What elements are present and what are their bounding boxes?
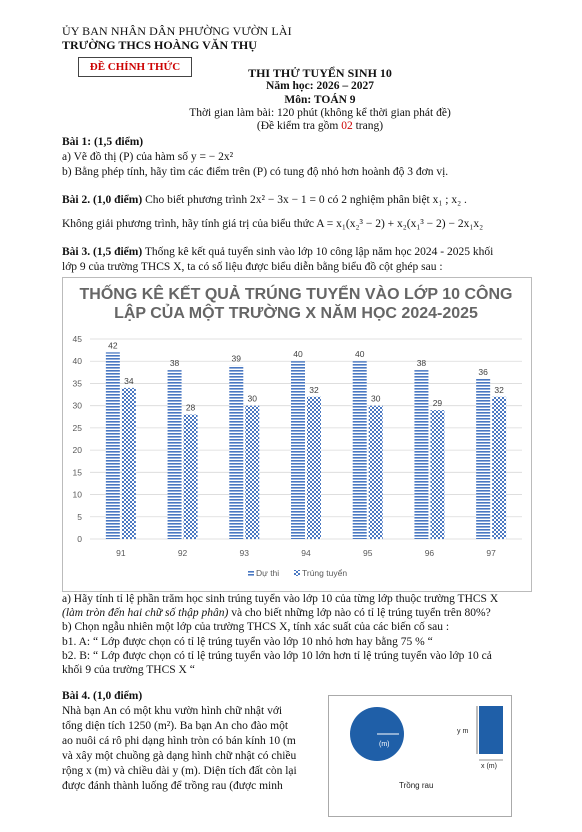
bai1-question-a: a) Vẽ đồ thị (P) của hàm số y = − 2x² <box>62 151 234 163</box>
bai2-line1: Bài 2. (1,0 điểm) Cho biết phương trình 2x² − 3x − 1 = 0 có 2 nghiệm phân biệt x₁ ; x₂ . <box>62 194 467 206</box>
x-tick-label: 94 <box>301 548 311 558</box>
y-tick-label: 20 <box>72 445 82 456</box>
chart-title-line1: THỐNG KÊ KẾT QUẢ TRÚNG TUYỂN VÀO LỚP 10 CÔNG <box>79 286 513 303</box>
x-tick-label: 96 <box>424 548 435 558</box>
legend-swatch <box>294 570 300 576</box>
data-label: 28 <box>185 402 196 413</box>
bar-trung-tuyen <box>122 388 136 539</box>
bar-trung-tuyen <box>307 397 321 539</box>
data-label: 40 <box>293 349 303 360</box>
y-tick-label: 35 <box>72 378 82 389</box>
exam-pages: (Đề kiểm tra gồm 02 trang) <box>256 120 384 132</box>
bar-du-thi <box>476 379 490 539</box>
bar-trung-tuyen <box>369 406 383 539</box>
bai3-line1: Bài 3. (1,5 điểm) Thống kê kết quả tuyển sinh vào lớp 10 công lập năm học 2024 - 2025 khối <box>62 246 494 258</box>
exam-title: THI THỬ TUYỂN SINH 10 <box>248 66 392 80</box>
bai4-line6: được đánh thành luống để trồng rau (được minh <box>62 780 283 792</box>
bai3-question-a: a) Hãy tính tỉ lệ phần trăm học sinh trúng tuyển vào lớp 10 của từng lớp thuộc trường THCS X <box>62 593 499 605</box>
exam-year: Năm học: 2026 – 2027 <box>266 80 374 92</box>
data-label: 32 <box>494 384 504 395</box>
x-tick-label: 95 <box>362 548 373 558</box>
y-tick-label: 15 <box>72 467 82 478</box>
data-label: 40 <box>354 349 365 360</box>
bar-du-thi <box>229 366 243 539</box>
bai3-question-b2: b2. B: “ Lớp được chọn có tỉ lệ trúng tuyển vào lớp 10 lớn hơn tỉ lệ trúng tuyển vào lớp 10 cả <box>62 650 492 662</box>
data-label: 39 <box>231 353 242 364</box>
y-tick-label: 30 <box>72 400 82 411</box>
exam-subject: Môn: TOÁN 9 <box>284 94 356 106</box>
committee-name: ỦY BAN NHÂN DÂN PHƯỜNG VƯỜN LÀI <box>62 24 292 38</box>
x-tick-label: 93 <box>239 548 250 558</box>
vegetable-label: Trồng rau <box>399 781 434 790</box>
bai4-title: Bài 4. (1,0 điểm) <box>62 690 143 702</box>
bar-trung-tuyen <box>245 406 259 539</box>
data-label: 30 <box>370 393 381 404</box>
bai4-line4: và xây một chuồng gà dạng hình chữ nhật có chiều <box>62 750 297 762</box>
legend-swatch <box>248 570 254 576</box>
y-tick-label: 10 <box>72 489 82 500</box>
data-label: 36 <box>478 367 488 377</box>
coop-x-label: x (m) <box>481 763 497 770</box>
chart-title-line2: LẬP CỦA MỘT TRƯỜNG X NĂM HỌC 2024-2025 <box>114 305 478 322</box>
bar-du-thi <box>414 370 428 539</box>
x-tick-label: 92 <box>177 548 188 558</box>
bai4-line1: Nhà bạn An có một khu vườn hình chữ nhật với <box>62 705 283 717</box>
coop-rect <box>479 706 503 754</box>
coop-y-label: y m <box>457 728 469 735</box>
school-name: TRƯỜNG THCS HOÀNG VĂN THỤ <box>62 38 257 52</box>
bar-du-thi <box>291 361 305 539</box>
garden-figure <box>328 695 512 817</box>
bai3-question-b2-cont: khối 9 của trường THCS X “ <box>62 664 195 676</box>
y-tick-label: 40 <box>72 356 82 367</box>
x-tick-label: 97 <box>486 548 496 558</box>
official-stamp: ĐỀ CHÍNH THỨC <box>78 57 192 77</box>
bai3-line2: lớp 9 của trường THCS X, ta có số liệu được biểu diễn bằng biểu đồ cột ghép sau : <box>62 261 443 273</box>
bai2-line2: Không giải phương trình, hãy tính giá trị của biểu thức A = x₁(x₂³ − 2) + x₂(x₁³ − 2) − 2x₁x₂ <box>62 218 484 230</box>
data-label: 29 <box>432 398 443 409</box>
data-label: 42 <box>108 340 118 351</box>
bai3-question-a-cont: (làm tròn đến hai chữ số thập phân) và cho biết những lớp nào có tỉ lệ trúng tuyển trên 80%? <box>62 607 491 619</box>
bar-du-thi <box>168 370 182 539</box>
data-label: 34 <box>124 375 134 386</box>
data-label: 38 <box>169 358 180 369</box>
y-tick-label: 0 <box>77 534 82 544</box>
bai4-line2: tổng diện tích 1250 (m²). Ba bạn An cho đào một <box>62 720 289 732</box>
exam-time: Thời gian làm bài: 120 phút (không kể thời gian phát đề) <box>189 107 451 119</box>
y-tick-label: 45 <box>72 334 82 344</box>
legend-label: Dự thi <box>256 568 280 578</box>
bai4-line3: ao nuôi cá rô phi dạng hình tròn có bán kính 10 (m <box>62 735 296 747</box>
bar-trung-tuyen <box>492 397 506 539</box>
data-label: 30 <box>247 393 258 404</box>
bar-chart <box>62 277 530 590</box>
bar-trung-tuyen <box>430 410 444 539</box>
y-tick-label: 5 <box>77 511 82 522</box>
garden-diagram <box>329 696 511 816</box>
bar-trung-tuyen <box>184 415 198 539</box>
x-tick-label: 91 <box>116 548 126 558</box>
bai1-question-b: b) Bằng phép tính, hãy tìm các điểm trên (P) có tung độ nhỏ hơn hoành độ 3 đơn vị. <box>62 166 449 178</box>
data-label: 38 <box>416 358 427 369</box>
legend-label: Trúng tuyển <box>302 568 348 578</box>
data-label: 32 <box>309 384 319 395</box>
pond-label: (m) <box>379 741 390 748</box>
bai3-question-b1: b1. A: “ Lớp được chọn có tỉ lệ trúng tuyển vào lớp 10 nhỏ hơn hay bằng 75 % “ <box>62 636 433 648</box>
bai3-question-b: b) Chọn ngẫu nhiên một lớp của trường THCS X, tính xác suất của các biến cố sau : <box>62 621 450 633</box>
bar-du-thi <box>106 352 120 539</box>
bai4-line5: rộng x (m) và chiều dài y (m). Diện tích đất còn lại <box>62 765 297 777</box>
bar-du-thi <box>353 361 367 539</box>
y-tick-label: 25 <box>72 422 82 433</box>
bai1-title: Bài 1: (1,5 điểm) <box>62 136 144 148</box>
